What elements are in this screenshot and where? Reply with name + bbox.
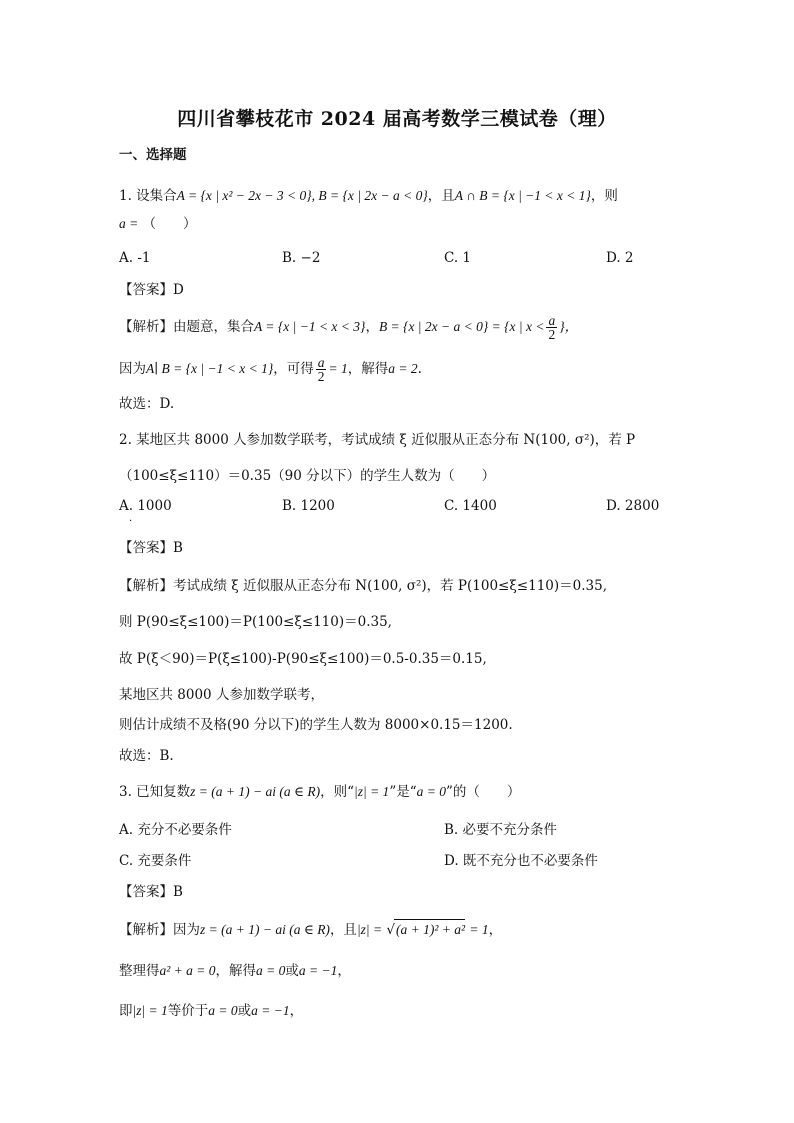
q2-analysis-line2: 则 P(90≤ξ≤100)＝P(100≤ξ≤110)＝0.35, [119, 614, 392, 630]
q3-analysis-3c: 等价于 [167, 1003, 209, 1019]
q2-analysis-line1 [119, 576, 607, 596]
q1-conclusion: 故选：D. [119, 396, 175, 412]
q3-analysis-1b: z = (a + 1) − ai (a ∈ R) [200, 922, 330, 937]
q3-analysis-2b: a² + a = 0 [159, 963, 216, 978]
q3-analysis-radicand: (a + 1)² + a² [394, 919, 465, 940]
q3-analysis-tag: 【解析】 [119, 922, 173, 938]
q3-analysis-line3 [119, 1001, 303, 1021]
q3-analysis-3b: |z| = 1 [132, 1003, 168, 1018]
q1-option-b: B. −2 [282, 250, 321, 266]
q1-analysis-line1 [119, 314, 578, 341]
q3-analysis-1g: ， [488, 922, 503, 938]
q1-analysis-2f: a = 2 [388, 361, 418, 376]
q1-analysis-2b: A∣ B = {x | −1 < x < 1} [146, 361, 274, 376]
q1-stem-and: ，且 [427, 188, 455, 204]
q2-analysis-tag: 【解析】 [119, 578, 173, 594]
q1-analysis-2a: 因为 [119, 361, 146, 377]
q3-answer: 【答案】B [119, 884, 183, 900]
q3-analysis-3a: 即 [119, 1003, 133, 1019]
q1-frac-den: 2 [548, 327, 556, 342]
q1-analysis-tag: 【解析】 [119, 319, 173, 335]
q1-analysis-2d: = 1 [328, 361, 348, 376]
q1-option-a: A. -1 [119, 250, 151, 266]
q3-analysis-2c: ，解得 [215, 963, 257, 979]
q1-analysis-close: }， [559, 319, 579, 334]
q1-analysis-2c: ，可得 [273, 361, 314, 377]
q1-fraction-a-over-2 [546, 314, 557, 341]
q3-analysis-1a: 因为 [173, 922, 200, 938]
q3-option-d: D. 既不充分也不必要条件 [444, 853, 598, 869]
q3-analysis-2f: a = −1 [298, 963, 338, 978]
q3-stem [119, 782, 520, 802]
q3-analysis-1d: |z| = [356, 922, 383, 937]
q3-analysis-line2 [119, 961, 351, 981]
q2-stem-line1: 2. 某地区共 8000 人参加数学联考，考试成绩 ξ 近似服从正态分布 N(100, σ²)，若 P [119, 432, 636, 448]
q2-analysis-line5: 则估计成绩不及格(90 分以下)的学生人数为 8000×0.15＝1200. [119, 717, 513, 733]
q3-stem-c: ，则“ [320, 784, 355, 800]
q1-frac-den-2: 2 [317, 369, 325, 384]
q1-answer: 【答案】D [119, 282, 184, 298]
q3-analysis-2d: a = 0 [256, 963, 286, 978]
q3-analysis-2e: 或 [285, 963, 299, 979]
q1-fraction-a-over-2-b [316, 356, 327, 383]
q3-modulus: |z| = 1 [354, 784, 390, 799]
q3-complex-z: z = (a + 1) − ai (a ∈ R) [190, 784, 321, 799]
section-heading: 一、选择题 [119, 147, 187, 163]
q3-option-b: B. 必要不充分条件 [444, 822, 558, 838]
q1-stem-prefix: 1. 设集合 [119, 188, 177, 204]
q3-stem-e: ”是“ [389, 784, 417, 800]
q2-option-d: D. 2800 [606, 498, 660, 514]
q3-analysis-3d: a = 0 [208, 1003, 238, 1018]
q3-analysis-3f: a = −1 [251, 1003, 290, 1018]
q1-frac-num: a [548, 313, 556, 328]
q2-analysis-line3: 故 P(ξ＜90)＝P(ξ≤100)-P(90≤ξ≤100)＝0.5-0.35＝0.15, [119, 651, 487, 667]
page-title: 四川省攀枝花市 2024 届高考数学三模试卷（理） [177, 108, 617, 130]
q2-option-b: B. 1200 [282, 498, 335, 514]
q1-analysis-1a: 由题意，集合 [173, 319, 254, 335]
q1-analysis-line2 [119, 356, 422, 383]
q3-stem-a: 3. 已知复数 [119, 784, 191, 800]
q1-intersection: A ∩ B = {x | −1 < x < 1} [454, 188, 591, 203]
q3-analysis-1c: ，且 [329, 922, 357, 938]
q3-analysis-2a: 整理得 [119, 963, 160, 979]
q1-analysis-2g: . [417, 361, 422, 377]
q3-a-zero: a = 0 [416, 784, 446, 799]
q2-answer: 【答案】B [119, 540, 183, 556]
q1-stem [119, 186, 618, 206]
sqrt-icon: √ [386, 922, 396, 938]
q1-frac-num-2: a [317, 355, 325, 370]
q3-analysis-2g: ， [337, 963, 351, 979]
q3-stem-g: ”的（ ） [446, 784, 521, 800]
q2-conclusion: 故选：B. [119, 748, 174, 764]
q2-stem-line2: （100≤ξ≤110）＝0.35（90 分以下）的学生人数为（ ） [119, 468, 496, 484]
q3-analysis-1f: = 1 [469, 922, 489, 937]
q1-paren: （ ） [142, 216, 197, 232]
q1-option-c: C. 1 [444, 250, 472, 266]
q1-stem-then: ，则 [590, 188, 618, 204]
q1-analysis-set-a: A = {x | −1 < x < 3} [254, 319, 366, 334]
q1-set-definition: A = {x | x² − 2x − 3 < 0}, B = {x | 2x − a < 0} [176, 188, 428, 203]
q1-analysis-set-b: B = {x | 2x − a < 0} = {x | x < [378, 319, 545, 334]
q1-stem-line2 [119, 214, 197, 234]
q2-analysis-1: 考试成绩 ξ 近似服从正态分布 N(100, σ²)，若 P(100≤ξ≤110)＝0.35, [173, 578, 607, 594]
q3-option-a: A. 充分不必要条件 [119, 822, 232, 838]
q3-analysis-3g: ， [289, 1003, 304, 1019]
stray-dot: · [129, 516, 133, 527]
q1-analysis-2e: ，解得 [347, 361, 389, 377]
q3-analysis-3e: 或 [237, 1003, 252, 1019]
q1-a-equals: a = [119, 216, 139, 231]
q3-analysis-line1 [119, 919, 502, 940]
q2-option-a: A. 1000 [119, 498, 172, 514]
q2-option-c: C. 1400 [444, 498, 497, 514]
q1-analysis-comma: ， [365, 319, 379, 335]
q1-option-d: D. 2 [606, 250, 634, 266]
q2-analysis-line4: 某地区共 8000 人参加数学联考， [119, 687, 324, 703]
q3-option-c: C. 充要条件 [119, 853, 192, 869]
